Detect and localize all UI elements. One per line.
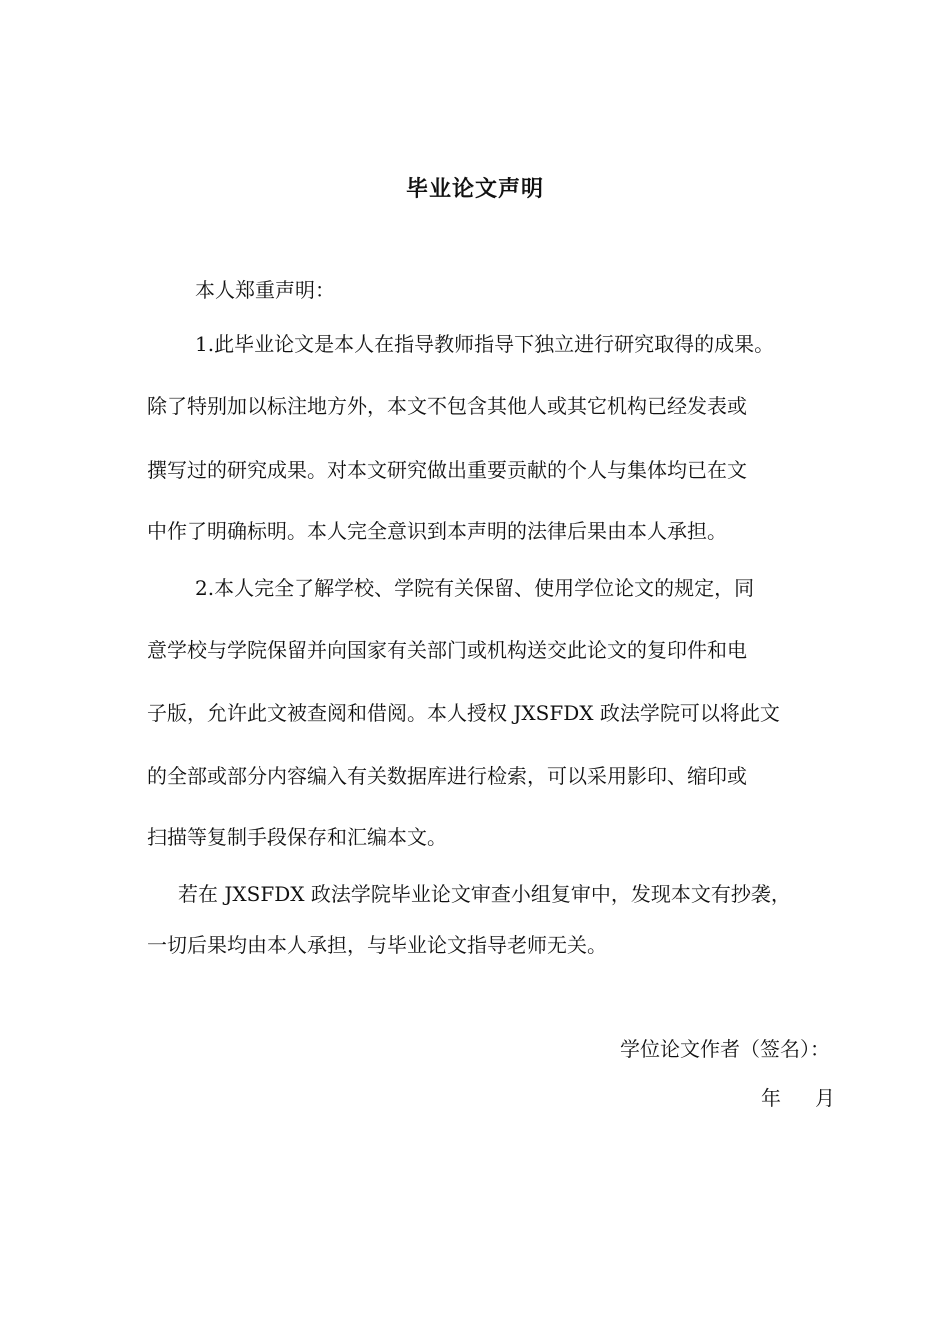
declaration-line-3: 撰写过的研究成果。对本文研究做出重要贡献的个人与集体均已在文	[147, 458, 747, 482]
declaration-intro: 本人郑重声明：	[195, 278, 335, 302]
declaration-line-8: 的全部或部分内容编入有关数据库进行检索，可以采用影印、缩印或	[147, 764, 747, 788]
document-title: 毕业论文声明	[405, 177, 544, 202]
declaration-line-1: 1.此毕业论文是本人在指导教师指导下独立进行研究取得的成果。	[195, 332, 775, 356]
date-month-label: 月	[815, 1086, 835, 1110]
declaration-line-6: 意学校与学院保留并向国家有关部门或机构送交此论文的复印件和电	[147, 638, 747, 662]
declaration-line-7: 子版，允许此文被查阅和借阅。本人授权 JXSFDX 政法学院可以将此文	[147, 701, 780, 725]
declaration-line-10: 若在 JXSFDX 政法学院毕业论文审查小组复审中，发现本文有抄袭，	[178, 882, 791, 906]
declaration-line-9: 扫描等复制手段保存和汇编本文。	[147, 825, 447, 849]
declaration-line-2: 除了特别加以标注地方外，本文不包含其他人或其它机构已经发表或	[147, 394, 747, 418]
date-year-label: 年	[761, 1086, 781, 1110]
date-field	[761, 1082, 835, 1111]
signature-label: 学位论文作者（签名）：	[620, 1037, 830, 1061]
declaration-line-11: 一切后果均由本人承担，与毕业论文指导老师无关。	[147, 933, 607, 957]
declaration-line-5: 2.本人完全了解学校、学院有关保留、使用学位论文的规定，同	[195, 576, 755, 600]
declaration-line-4: 中作了明确标明。本人完全意识到本声明的法律后果由本人承担。	[147, 519, 727, 543]
